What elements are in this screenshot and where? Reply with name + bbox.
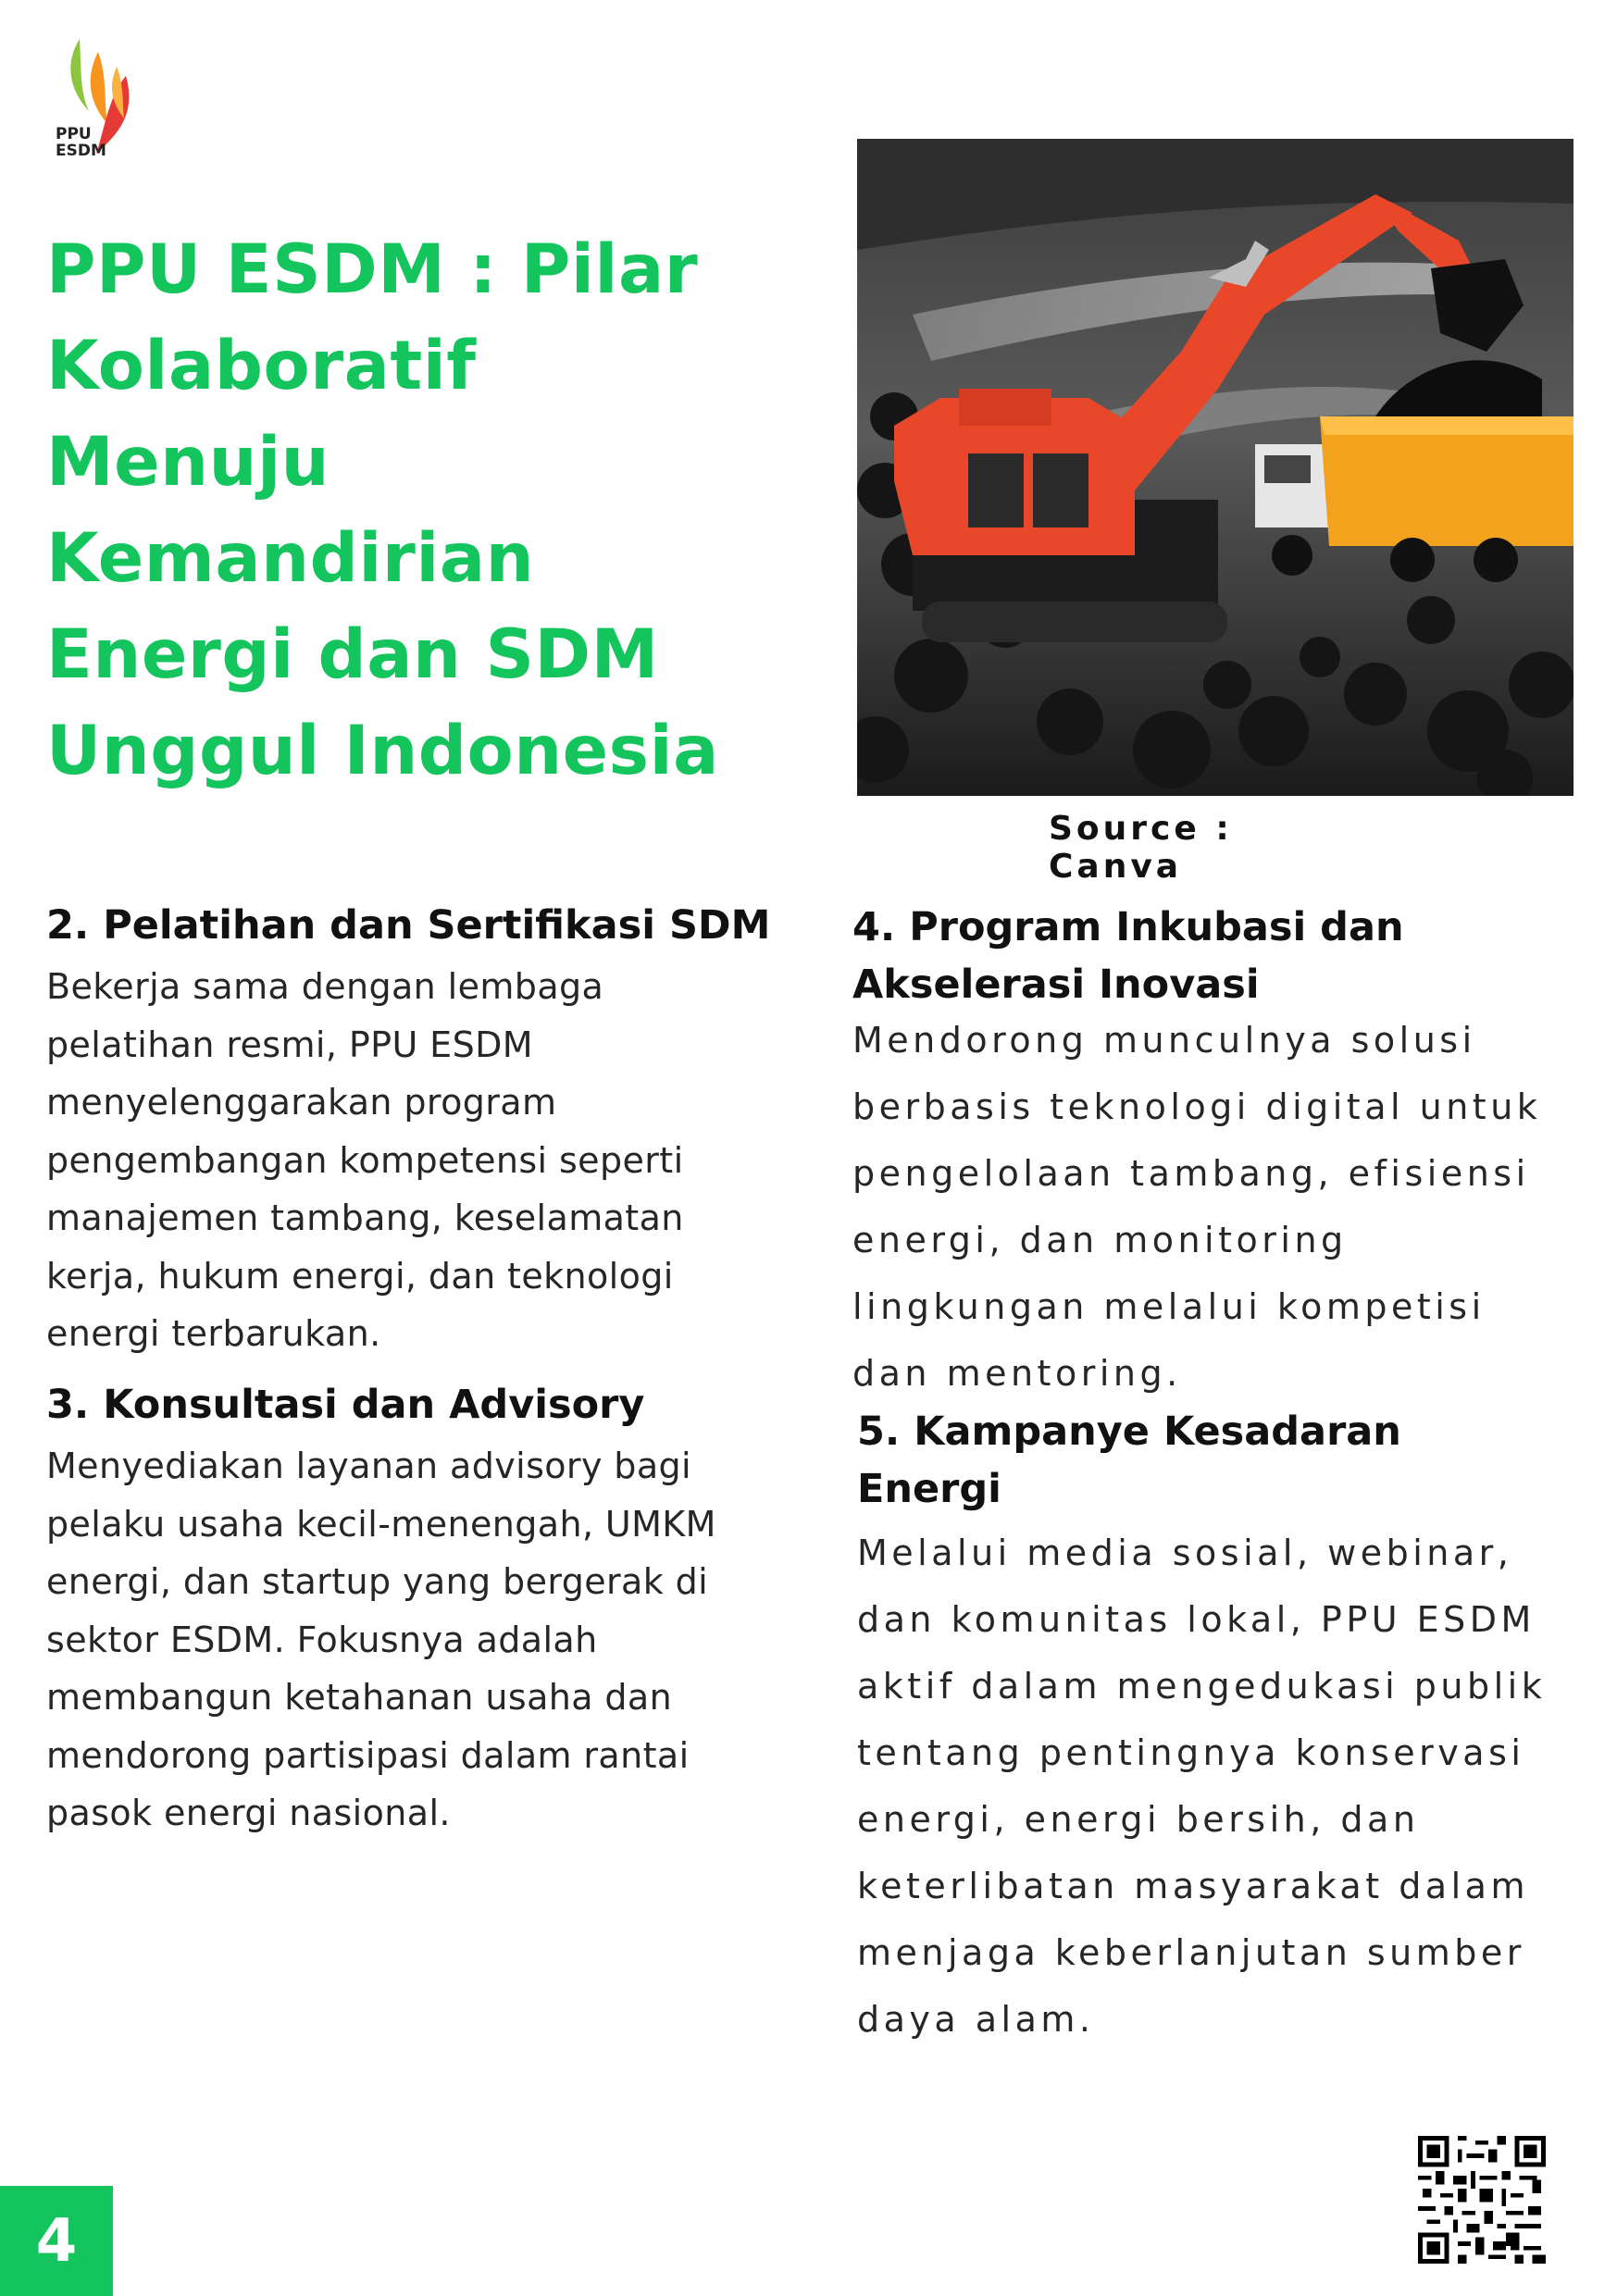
body-line: mendorong partisipasi dalam rantai [46,1734,690,1776]
body-line: Melalui media sosial, webinar, [857,1533,1513,1573]
body-line: energi, dan startup yang bergerak di [46,1561,709,1602]
section-body [46,958,684,1363]
body-line: pelatihan resmi, PPU ESDM [46,1024,533,1065]
mining-photo [857,139,1573,796]
title-line: PPU ESDM : Pilar [46,230,699,309]
body-line: pengelolaan tambang, efisiensi [852,1153,1530,1194]
title-line: Energi dan SDM [46,615,659,694]
body-line: lingkungan melalui kompetisi [852,1286,1486,1327]
body-line: Mendorong munculnya solusi [852,1020,1476,1061]
svg-text:PPU: PPU [56,125,92,143]
heading-line: 5. Kampanye Kesadaran [857,1409,1401,1455]
heading-line: 3. Konsultasi dan Advisory [46,1382,645,1428]
page-number-box [0,2186,113,2296]
heading-line: 2. Pelatihan dan Sertifikasi SDM [46,902,771,949]
heading-line: Akselerasi Inovasi [852,962,1260,1008]
section-heading [852,899,1404,1013]
section-body [852,1007,1541,1407]
section-body [46,1437,716,1843]
body-line: pasok energi nasional. [46,1793,451,1833]
qr-code-icon[interactable] [1418,2136,1546,2264]
heading-line: 4. Program Inkubasi dan [852,904,1404,950]
body-line: berbasis teknologi digital untuk [852,1086,1542,1127]
body-line: energi terbarukan. [46,1313,381,1354]
body-line: menyelenggarakan program [46,1082,557,1123]
body-line: dan komunitas lokal, PPU ESDM [857,1599,1536,1640]
body-line: energi, energi bersih, dan [857,1799,1420,1840]
title-line: Kolaboratif [46,327,477,405]
body-line: Menyediakan layanan advisory bagi [46,1446,691,1486]
body-line: daya alam. [857,1999,1095,2040]
page-number: 4 [35,2206,78,2276]
image-caption: Source : Canva [1049,810,1233,886]
section-heading [46,897,770,954]
body-line: dan mentoring. [852,1353,1182,1394]
page-title [46,222,805,800]
body-line: energi, dan monitoring [852,1220,1348,1260]
title-line: Unggul Indonesia [46,712,719,790]
section-heading [857,1403,1401,1518]
body-line: manajemen tambang, keselamatan [46,1198,684,1238]
body-line: membangun ketahanan usaha dan [46,1677,673,1718]
body-line: kerja, hukum energi, dan teknologi [46,1255,674,1297]
ppu-esdm-logo [52,35,144,161]
body-line: tentang pentingnya konservasi [857,1732,1525,1773]
body-line: pelaku usaha kecil-menengah, UMKM [46,1503,716,1545]
body-line: menjaga keberlanjutan sumber [857,1932,1525,1973]
body-line: sektor ESDM. Fokusnya adalah [46,1619,598,1660]
section-body [857,1520,1546,2053]
body-line: Bekerja sama dengan lembaga [46,966,604,1007]
title-line: Menuju [46,423,330,502]
svg-text:ESDM: ESDM [56,142,106,160]
section-heading [46,1376,644,1433]
body-line: pengembangan kompetensi seperti [46,1139,684,1181]
heading-line: Energi [857,1466,1001,1512]
body-line: aktif dalam mengedukasi publik [857,1666,1547,1706]
title-line: Kemandirian [46,519,535,598]
body-line: keterlibatan masyarakat dalam [857,1866,1529,1906]
